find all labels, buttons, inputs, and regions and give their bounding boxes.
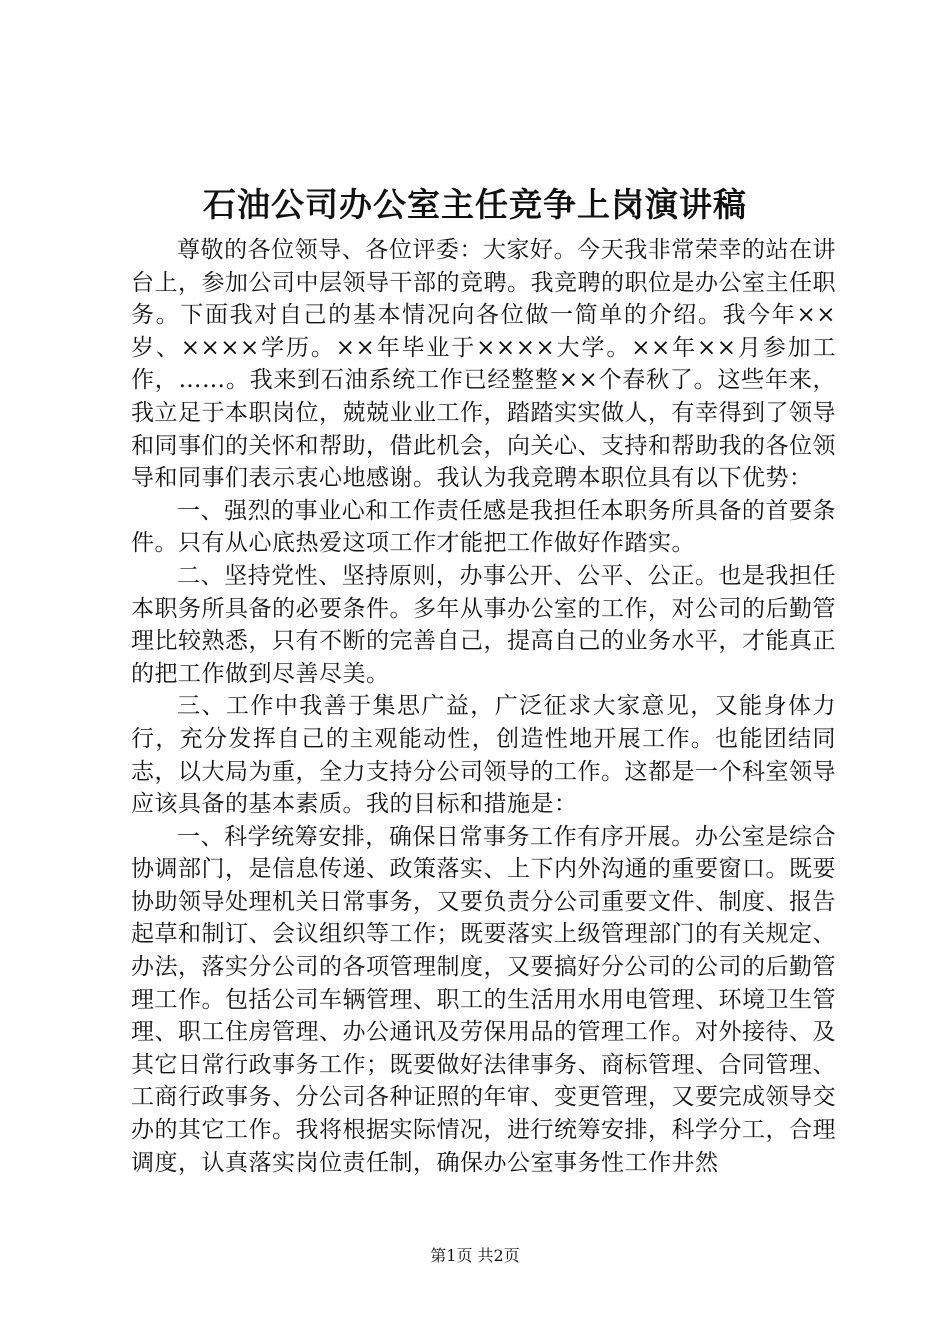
document-title: 石油公司办公室主任竞争上岗演讲稿 [203, 185, 747, 224]
paragraph: 尊敬的各位领导、各位评委：大家好。今天我非常荣幸的站在讲台上，参加公司中层领导干部的竞聘。我竞聘的职位是办公室主任职务。下面我对自己的基本情况向各位做一简单的介绍。我今年××岁、××××学历。××年毕业于××××大学。××年××月参加工作，……。我来到石油系统工作已经整整××个春秋了。这些年来，我立足于本职岗位，兢兢业业工作，踏踏实实做人，有幸得到了领导和同事们的关怀和帮助，借此机会，向关心、支持和帮助我的各位领导和同事们表示衷心地感谢。我认为我竞聘本职位具有以下优势： [131, 237, 836, 492]
document-body [131, 234, 836, 1179]
paragraph: 三、工作中我善于集思广益，广泛征求大家意见，又能身体力行，充分发挥自己的主观能动性，创造性地开展工作。也能团结同志，以大局为重，全力支持分公司领导的工作。这都是一个科室领导应该具备的基本素质。我的目标和措施是： [131, 693, 836, 818]
paragraph: 二、坚持党性、坚持原则，办事公开、公平、公正。也是我担任本职务所具备的必要条件。多年从事办公室的工作，对公司的后勤管理比较熟悉，只有不断的完善自己，提高自己的业务水平，才能真正的把工作做到尽善尽美。 [131, 562, 836, 687]
paragraph: 一、科学统筹安排，确保日常事务工作有序开展。办公室是综合协调部门，是信息传递、政策落实、上下内外沟通的重要窗口。既要协助领导处理机关日常事务，又要负责分公司重要文件、制度、报告起草和制订、会议组织等工作；既要落实上级管理部门的有关规定、办法，落实分公司的各项管理制度，又要搞好分公司的公司的后勤管理工作。包括公司车辆管理、职工的生活用水用电管理、环境卫生管理、职工住房管理、办公通讯及劳保用品的管理工作。对外接待、及其它日常行政事务工作；既要做好法律事务、商标管理、合同管理、工商行政事务、分公司各种证照的年审、变更管理，又要完成领导交办的其它工作。我将根据实际情况，进行统筹安排，科学分工，合理调度，认真落实岗位责任制，确保办公室事务性工作井然 [131, 823, 836, 1176]
page-number-footer: 第1页 共2页 [430, 1246, 520, 1265]
paragraph: 一、强烈的事业心和工作责任感是我担任本职务所具备的首要条件。只有从心底热爱这项工作才能把工作做好作踏实。 [131, 497, 836, 557]
